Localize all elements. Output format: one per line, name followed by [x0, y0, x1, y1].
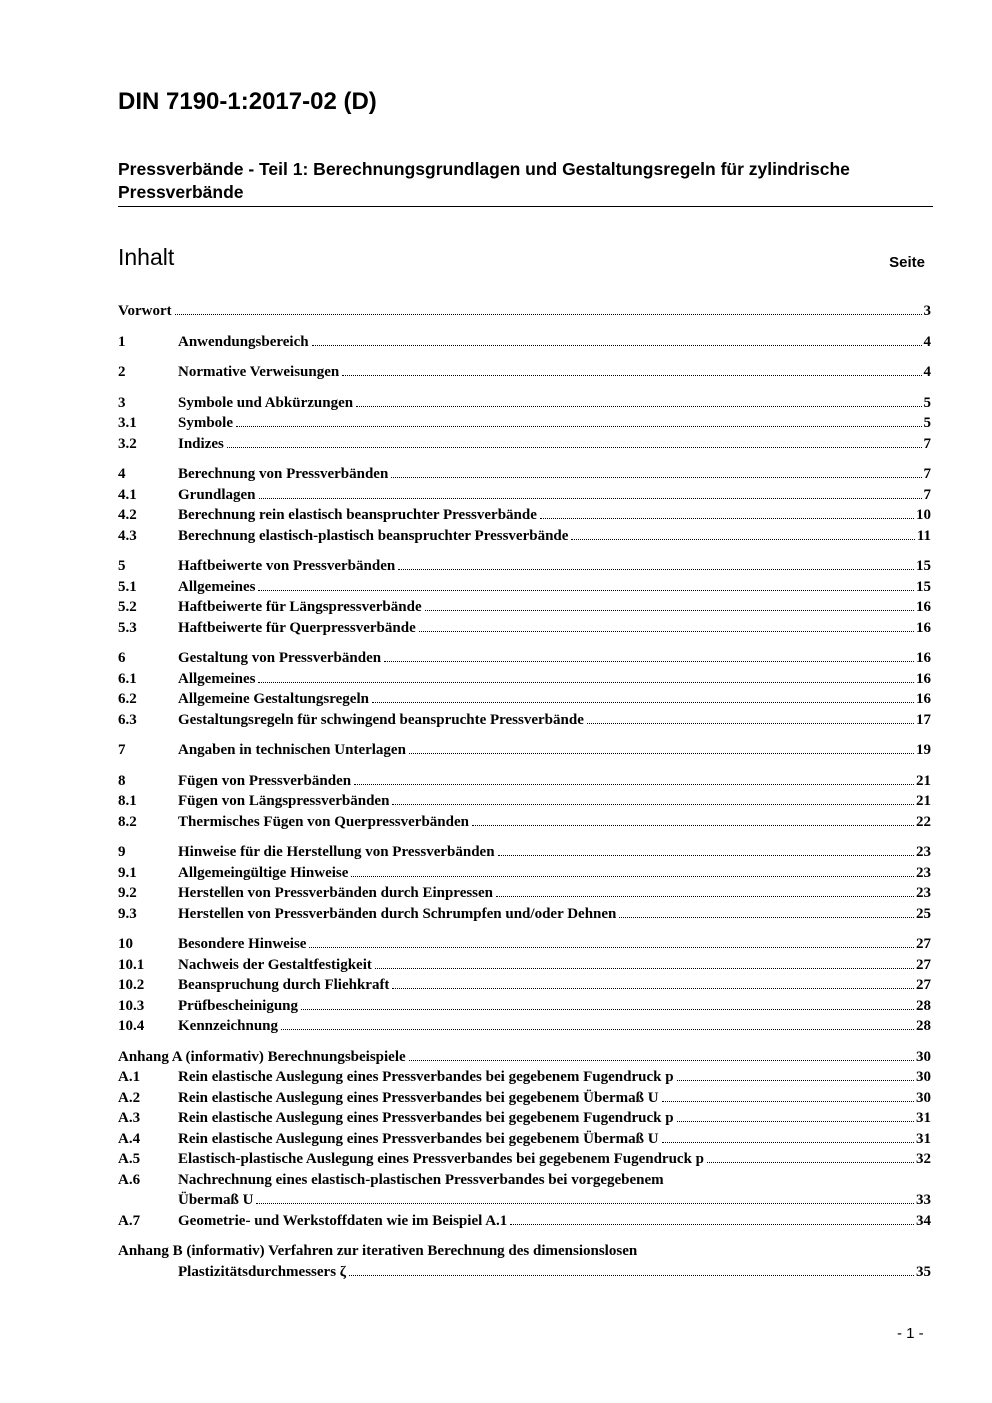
- toc-entry[interactable]: [118, 1149, 931, 1170]
- toc-entry-number: 10: [118, 936, 133, 952]
- toc-entry-title: Berechnung von Pressverbänden: [178, 466, 389, 482]
- toc-entry[interactable]: [118, 485, 931, 506]
- toc-entry-page: 3: [923, 303, 931, 319]
- toc-entry-number: 3: [118, 394, 126, 411]
- toc-entry-text: [178, 975, 931, 996]
- toc-entry[interactable]: [118, 332, 931, 353]
- dot-leader: [498, 855, 914, 856]
- dot-leader: [540, 518, 914, 519]
- toc-entry-title: Anhang A (informativ) Berechnungsbeispiele: [118, 1048, 406, 1065]
- toc-entry-title: Allgemeingültige Hinweise: [178, 864, 349, 881]
- toc-entry-page: 23: [916, 864, 931, 881]
- toc-entry-number: 9.2: [118, 885, 137, 901]
- toc-entry-number: 5: [118, 558, 126, 574]
- toc-entry-title: Gestaltung von Pressverbänden: [178, 650, 382, 666]
- toc-entry-number: 9: [118, 844, 126, 860]
- toc-entry-title: Anhang B (informativ) Verfahren zur iterativen Berechnung des dimensionslosen: [118, 1243, 638, 1259]
- toc-entry-title: Haftbeiwerte für Längspressverbände: [178, 599, 422, 615]
- toc-entry-number: 10.2: [118, 977, 145, 993]
- dot-leader: [392, 988, 914, 989]
- toc-entry-text: [178, 904, 931, 925]
- toc-entry-page: 30: [916, 1048, 931, 1065]
- toc-entry-number: A.5: [118, 1151, 141, 1167]
- toc-entry-number: 6: [118, 650, 126, 666]
- toc-entry-page: 33: [916, 1192, 931, 1208]
- toc-entry-number: A.2: [118, 1089, 141, 1106]
- dot-leader: [236, 426, 921, 427]
- dot-leader: [496, 896, 914, 897]
- toc-entry-text: [178, 485, 931, 506]
- toc-entry-page: 35: [916, 1263, 931, 1280]
- toc-entry-number: 4.1: [118, 486, 137, 503]
- toc-entry[interactable]: [118, 1211, 931, 1232]
- toc-entry-title-continued: Übermaß U: [178, 1192, 254, 1208]
- toc-entry-number: 5.2: [118, 599, 137, 615]
- toc-entry-text: [178, 934, 931, 955]
- toc-entry-number: 9.1: [118, 864, 137, 881]
- toc-entry-title: Rein elastische Auslegung eines Pressverbandes bei gegebenem Übermaß U: [178, 1130, 659, 1147]
- toc-entry-title: Hinweise für die Herstellung von Pressverbänden: [178, 844, 495, 860]
- toc-entry-text: [178, 842, 931, 863]
- toc-entry-page: 16: [916, 619, 931, 636]
- dot-leader: [510, 1224, 914, 1225]
- toc-entry-page: 32: [916, 1151, 931, 1167]
- toc-entry-text: [178, 1067, 931, 1088]
- toc-entry-page: 4: [923, 333, 931, 350]
- dot-leader: [259, 498, 922, 499]
- toc-entry-page: 23: [916, 885, 931, 901]
- toc-entry[interactable]: [118, 1088, 931, 1109]
- dot-leader: [409, 753, 914, 754]
- toc-entry-title: Vorwort: [118, 303, 172, 319]
- toc-entry-title: Beanspruchung durch Fliehkraft: [178, 977, 390, 993]
- toc-entry-number: 5.3: [118, 619, 137, 636]
- toc-entry-title: Nachweis der Gestaltfestigkeit: [178, 956, 372, 973]
- toc-entry-text: [178, 883, 931, 904]
- toc-entry[interactable]: [118, 1047, 931, 1068]
- toc-entry-page: 27: [916, 936, 931, 952]
- toc-entry-title: Allgemeines: [178, 670, 256, 687]
- dot-leader: [342, 375, 921, 376]
- page-number: - 1 -: [897, 1325, 924, 1342]
- toc-entry[interactable]: [118, 863, 931, 884]
- dot-leader: [587, 723, 914, 724]
- toc-entry-page: 23: [916, 844, 931, 860]
- toc-entry-page: 21: [916, 772, 931, 789]
- toc-entry[interactable]: [118, 464, 931, 485]
- toc-entry-title: Angaben in technischen Unterlagen: [178, 742, 406, 758]
- dot-leader: [409, 1060, 914, 1061]
- toc-entry-title: Herstellen von Pressverbänden durch Einpressen: [178, 885, 494, 901]
- toc-entry[interactable]: [118, 505, 931, 526]
- toc-entry-text: [178, 464, 931, 485]
- toc-entry-number: 5.1: [118, 578, 137, 595]
- dot-leader: [256, 1203, 914, 1204]
- toc-entry[interactable]: [118, 1241, 931, 1282]
- toc-entry-text: [178, 1129, 931, 1150]
- toc-entry-text: [178, 791, 931, 812]
- toc-entry[interactable]: [118, 1108, 931, 1129]
- dot-leader: [351, 876, 914, 877]
- dot-leader: [384, 661, 914, 662]
- toc-entry-title: Symbole: [178, 415, 234, 431]
- toc-entry-page: 7: [923, 435, 931, 452]
- toc-entry-number: 9.3: [118, 905, 137, 922]
- toc-entry-title: Prüfbescheinigung: [178, 997, 299, 1014]
- toc-entry[interactable]: [118, 955, 931, 976]
- toc-entry[interactable]: [118, 689, 931, 710]
- toc-entry-title: Allgemeine Gestaltungsregeln: [178, 691, 369, 707]
- toc-entry-number: 6.3: [118, 711, 137, 728]
- dot-leader: [281, 1029, 914, 1030]
- toc-entry[interactable]: [118, 393, 931, 414]
- toc-entry-number: 6.1: [118, 670, 137, 687]
- toc-entry[interactable]: [118, 669, 931, 690]
- toc-entry-text: [178, 955, 931, 976]
- toc-entry-title: Rein elastische Auslegung eines Pressverbandes bei gegebenem Fugendruck p: [178, 1110, 674, 1126]
- toc-entry-text: [178, 648, 931, 669]
- toc-entry-text: [178, 1016, 931, 1037]
- toc-entry-text: [178, 689, 931, 710]
- toc-entry-text: [178, 1088, 931, 1109]
- toc-entry-title: Grundlagen: [178, 486, 256, 503]
- toc-entry-number: A.6: [118, 1171, 141, 1188]
- toc-entry-page: 4: [923, 364, 931, 380]
- toc-entry-text: [178, 1211, 931, 1232]
- toc-entry-title: Geometrie- und Werkstoffdaten wie im Beispiel A.1: [178, 1212, 508, 1229]
- toc-entry-line2: [118, 1262, 931, 1283]
- toc-entry-number: 4.2: [118, 507, 137, 523]
- toc-entry-title: Elastisch-plastische Auslegung eines Pressverbandes bei gegebenem Fugendruck p: [178, 1151, 705, 1167]
- toc-entry-title: Gestaltungsregeln für schwingend beanspruchte Pressverbände: [178, 711, 584, 728]
- dot-leader: [391, 477, 921, 478]
- dot-leader: [258, 590, 914, 591]
- toc-entry-page: 5: [923, 415, 931, 431]
- toc-header: [118, 244, 928, 276]
- toc-entry-page: 34: [916, 1212, 931, 1229]
- toc-entry[interactable]: [118, 740, 931, 761]
- dot-leader: [677, 1121, 914, 1122]
- toc-entry[interactable]: [118, 1067, 931, 1088]
- toc-entry-text: [118, 1241, 931, 1282]
- toc-entry-text: [178, 710, 931, 731]
- dot-leader: [309, 947, 914, 948]
- toc-entry-title: Indizes: [178, 435, 224, 452]
- dot-leader: [571, 539, 914, 540]
- dot-leader: [356, 406, 921, 407]
- page-column-label: Seite: [889, 254, 925, 271]
- toc-entry-text: [118, 301, 931, 322]
- toc-entry-page: 30: [916, 1069, 931, 1085]
- dot-leader: [472, 825, 914, 826]
- toc-entry-page: 16: [916, 691, 931, 707]
- toc-entry-title-continued: Plastizitätsdurchmessers ζ: [178, 1263, 346, 1280]
- toc-entry[interactable]: [118, 362, 931, 383]
- toc-entry[interactable]: [118, 904, 931, 925]
- dot-leader: [419, 631, 914, 632]
- toc-entry-page: 11: [916, 527, 931, 544]
- toc-entry-number: 8.1: [118, 793, 137, 809]
- toc-entry-page: 31: [916, 1110, 931, 1126]
- toc-entry-page: 22: [916, 813, 931, 830]
- toc-entry[interactable]: [118, 883, 931, 904]
- toc-entry-title: Berechnung rein elastisch beanspruchter Pressverbände: [178, 507, 537, 523]
- toc-entry[interactable]: [118, 301, 931, 322]
- toc-heading: Inhalt: [118, 244, 175, 270]
- toc-entry-title: Kennzeichnung: [178, 1018, 279, 1034]
- toc-entry[interactable]: [118, 648, 931, 669]
- toc-entry[interactable]: [118, 975, 931, 996]
- toc-entry-page: 28: [916, 997, 931, 1014]
- dot-leader: [677, 1080, 914, 1081]
- toc-entry[interactable]: [118, 710, 931, 731]
- toc-entry-text: [178, 618, 931, 639]
- toc-entry-number: 10.1: [118, 956, 145, 973]
- dot-leader: [707, 1162, 914, 1163]
- toc-entry-title: Anwendungsbereich: [178, 333, 309, 350]
- toc-entry-page: 21: [916, 793, 931, 809]
- toc-entry-text: [178, 434, 931, 455]
- dot-leader: [372, 702, 914, 703]
- toc-entry[interactable]: [118, 1016, 931, 1037]
- toc-entry-title: Rein elastische Auslegung eines Pressverbandes bei gegebenem Übermaß U: [178, 1089, 659, 1106]
- toc-entry-number: 7: [118, 742, 126, 758]
- toc-entry-text: [178, 771, 931, 792]
- toc-entry-text: [178, 556, 931, 577]
- toc-entry-text: [178, 863, 931, 884]
- toc-entry-text: [178, 505, 931, 526]
- toc-entry-title: Nachrechnung eines elastisch-plastischen Pressverbandes bei vorgegebenem: [178, 1171, 664, 1188]
- toc-entry-title: Symbole und Abkürzungen: [178, 394, 354, 411]
- toc-entry-title: Berechnung elastisch-plastisch beanspruchter Pressverbände: [178, 527, 569, 544]
- toc-entry-text: [178, 393, 931, 414]
- dot-leader: [392, 804, 914, 805]
- toc-entry-number: 6.2: [118, 691, 137, 707]
- toc-entry-text: [178, 740, 931, 761]
- toc-entry-page: 16: [916, 670, 931, 687]
- toc-entry[interactable]: [118, 556, 931, 577]
- toc-entry-text: [178, 996, 931, 1017]
- document-id: DIN 7190-1:2017-02 (D): [118, 88, 377, 115]
- toc-entry-text: [118, 1047, 931, 1068]
- toc-entry[interactable]: [118, 996, 931, 1017]
- toc-entry-number: 4.3: [118, 527, 137, 544]
- toc-entry-text: [178, 526, 931, 547]
- toc-entry-number: 4: [118, 466, 126, 482]
- document-title: Pressverbände - Teil 1: Berechnungsgrundlagen und Gestaltungsregeln für zylindrische Pressverbände: [118, 158, 933, 207]
- toc-entry[interactable]: [118, 1170, 931, 1211]
- dot-leader: [227, 447, 922, 448]
- toc-entry[interactable]: [118, 842, 931, 863]
- toc-entry-page: 5: [923, 394, 931, 411]
- toc-entry-number: 2: [118, 364, 126, 380]
- dot-leader: [375, 968, 914, 969]
- toc-entry-title: Besondere Hinweise: [178, 936, 307, 952]
- toc-entry[interactable]: [118, 934, 931, 955]
- toc-entry-text: [178, 669, 931, 690]
- toc-entry-title: Fügen von Längspressverbänden: [178, 793, 390, 809]
- toc-entry[interactable]: [118, 577, 931, 598]
- dot-leader: [619, 917, 914, 918]
- dot-leader: [354, 784, 914, 785]
- toc-entry-text: [178, 332, 931, 353]
- toc-entry-page: 7: [923, 466, 931, 482]
- toc-entry[interactable]: [118, 1129, 931, 1150]
- table-of-contents: [118, 301, 931, 1282]
- toc-entry[interactable]: [118, 597, 931, 618]
- toc-entry-number: 3.2: [118, 435, 137, 452]
- toc-entry-number: A.3: [118, 1110, 141, 1126]
- toc-entry-page: 16: [916, 599, 931, 615]
- dot-leader: [312, 345, 922, 346]
- toc-entry-text: [178, 577, 931, 598]
- toc-entry[interactable]: [118, 526, 931, 547]
- toc-entry[interactable]: [118, 771, 931, 792]
- toc-entry-text: [178, 413, 931, 434]
- toc-entry-page: 17: [916, 711, 931, 728]
- toc-entry-page: 16: [916, 650, 931, 666]
- toc-entry-page: 7: [923, 486, 931, 503]
- toc-entry-number: A.1: [118, 1069, 141, 1085]
- toc-entry-title: Thermisches Fügen von Querpressverbänden: [178, 813, 469, 830]
- dot-leader: [301, 1009, 914, 1010]
- toc-entry-number: A.7: [118, 1212, 141, 1229]
- toc-entry-text: [178, 812, 931, 833]
- toc-entry-page: 27: [916, 956, 931, 973]
- dot-leader: [662, 1101, 914, 1102]
- toc-entry[interactable]: [118, 413, 931, 434]
- dot-leader: [349, 1275, 914, 1276]
- toc-entry-page: 31: [916, 1130, 931, 1147]
- toc-entry-text: [178, 362, 931, 383]
- toc-entry-text: [178, 1108, 931, 1129]
- toc-entry[interactable]: [118, 791, 931, 812]
- toc-entry-text: [178, 1149, 931, 1170]
- toc-entry-number: 8.2: [118, 813, 137, 830]
- toc-entry-title: Allgemeines: [178, 578, 256, 595]
- toc-entry-text: [178, 597, 931, 618]
- dot-leader: [398, 569, 914, 570]
- dot-leader: [175, 314, 922, 315]
- toc-entry-page: 28: [916, 1018, 931, 1034]
- toc-entry-number: 8: [118, 772, 126, 789]
- toc-entry-title: Haftbeiwerte für Querpressverbände: [178, 619, 416, 636]
- toc-entry-number: A.4: [118, 1130, 141, 1147]
- dot-leader: [425, 610, 914, 611]
- toc-entry-title: Rein elastische Auslegung eines Pressverbandes bei gegebenem Fugendruck p: [178, 1069, 674, 1085]
- toc-entry-text: [178, 1170, 931, 1211]
- toc-entry[interactable]: [118, 434, 931, 455]
- toc-entry-title: Normative Verweisungen: [178, 364, 340, 380]
- dot-leader: [662, 1142, 914, 1143]
- toc-entry-number: 10.4: [118, 1018, 145, 1034]
- toc-entry-page: 15: [916, 578, 931, 595]
- toc-entry-page: 19: [916, 742, 931, 758]
- toc-entry-page: 15: [916, 558, 931, 574]
- toc-entry-page: 10: [916, 507, 931, 523]
- toc-entry-line2: [178, 1190, 931, 1211]
- dot-leader: [258, 682, 914, 683]
- toc-entry-number: 10.3: [118, 997, 145, 1014]
- toc-entry-title: Haftbeiwerte von Pressverbänden: [178, 558, 396, 574]
- toc-entry-title: Herstellen von Pressverbänden durch Schrumpfen und/oder Dehnen: [178, 905, 617, 922]
- toc-entry-page: 25: [916, 905, 931, 922]
- toc-entry-page: 30: [916, 1089, 931, 1106]
- toc-entry[interactable]: [118, 618, 931, 639]
- toc-entry[interactable]: [118, 812, 931, 833]
- toc-entry-page: 27: [916, 977, 931, 993]
- toc-entry-title: Fügen von Pressverbänden: [178, 772, 352, 789]
- toc-entry-number: 1: [118, 333, 126, 350]
- toc-entry-number: 3.1: [118, 415, 137, 431]
